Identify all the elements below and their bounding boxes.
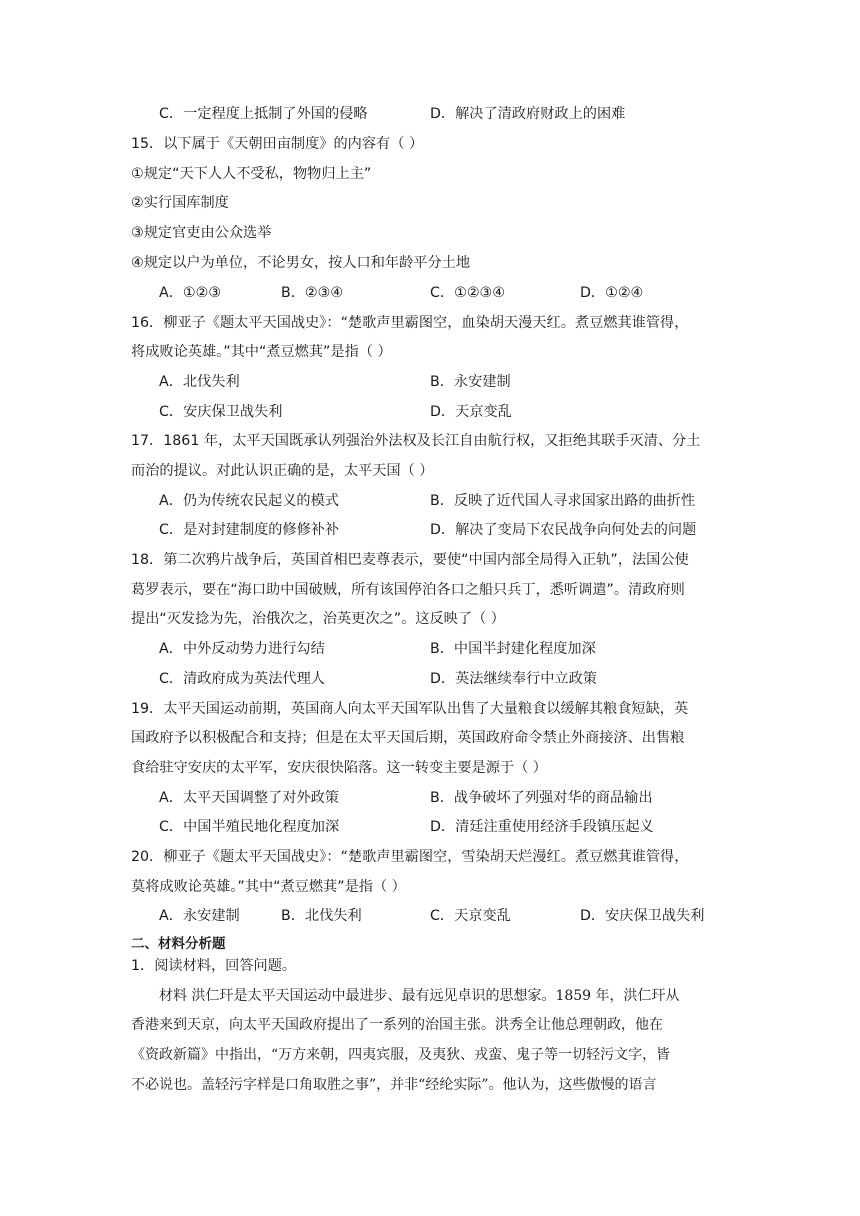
q15-item-1: ①规定“天下人人不受私，物物归上主” — [131, 166, 372, 182]
q17-option-b: B．反映了近代国人寻求国家出路的曲折性 — [430, 493, 696, 509]
option-c: C．一定程度上抵制了外国的侵略 — [159, 106, 368, 122]
question-18-line-1: 18．第二次鸦片战争后，英国首相巴麦尊表示，要使“中国内部全局得入正轨”，法国公使 — [131, 552, 689, 568]
question-20-line-2: 莫将成败论英雄。”其中“煮豆燃萁”是指（ ） — [131, 879, 406, 895]
q15-item-4: ④规定以户为单位，不论男女，按人口和年龄平分土地 — [131, 255, 471, 271]
q18-option-a: A．中外反动势力进行勾结 — [159, 641, 325, 657]
q16-option-b: B．永安建制 — [430, 374, 511, 390]
q20-option-d: D．安庆保卫战失利 — [580, 908, 705, 924]
q16-option-a: A．北伐失利 — [159, 374, 240, 390]
q15-option-d: D．①②④ — [580, 285, 644, 301]
question-15-stem: 15．以下属于《天朝田亩制度》的内容有（ ） — [131, 136, 424, 152]
question-16-line-1: 16．柳亚子《题太平天国战史》：“楚歌声里霸图空，血染胡天漫天红。煮豆燃萁谁管得， — [131, 315, 689, 331]
question-19-line-3: 食给驻守安庆的太平军，安庆很快陷落。这一转变主要是源于（ ） — [131, 760, 547, 776]
q19-option-b: B．战争破坏了列强对华的商品输出 — [430, 790, 653, 806]
material-line-1: 材料 洪仁玕是太平天国运动中最进步、最有远见卓识的思想家。1859 年，洪仁玕从 — [159, 988, 680, 1004]
q20-option-b: B．北伐失利 — [281, 908, 362, 924]
question-18-line-2: 葛罗表示，要在“海口助中国破贼，所有该国停泊各口之船只兵丁，悉听调遣”。清政府则 — [131, 582, 685, 598]
q20-option-c: C．天京变乱 — [430, 908, 511, 924]
q17-option-d: D．解决了变局下农民战争向何处去的问题 — [430, 522, 697, 538]
section-heading: 二、材料分析题 — [131, 936, 226, 952]
material-line-2: 香港来到天京，向太平天国政府提出了一系列的治国主张。洪秀全让他总理朝政，他在 — [131, 1017, 663, 1033]
option-d: D．解决了清政府财政上的困难 — [430, 106, 626, 122]
q16-option-d: D．天京变乱 — [430, 404, 512, 420]
question-18-line-3: 提出“灭发捻为先，治俄次之，治英更次之”。这反映了（ ） — [131, 611, 505, 627]
q15-option-c: C．①②③④ — [430, 285, 505, 301]
question-16-line-2: 将成败论英雄。”其中“煮豆燃萁”是指（ ） — [131, 344, 392, 360]
q17-option-a: A．仍为传统农民起义的模式 — [159, 493, 339, 509]
q18-option-b: B．中国半封建化程度加深 — [430, 641, 596, 657]
q19-option-a: A．太平天国调整了对外政策 — [159, 790, 339, 806]
q15-item-2: ②实行国库制度 — [131, 195, 229, 211]
question-20-line-1: 20．柳亚子《题太平天国战史》：“楚歌声里霸图空，雪染胡天烂漫红。煮豆燃萁谁管得， — [131, 849, 689, 865]
material-line-4: 不必说也。盖轻污字样是口角取胜之事”，并非“经纶实际”。他认为，这些傲慢的语言 — [131, 1077, 657, 1093]
q18-option-c: C．清政府成为英法代理人 — [159, 671, 325, 687]
material-line-3: 《资政新篇》中指出，“万方来朝，四夷宾服，及夷狄、戎蛮、鬼子等一切轻污文字，皆 — [131, 1047, 671, 1063]
question-19-line-1: 19．太平天国运动前期，英国商人向太平天国军队出售了大量粮食以缓解其粮食短缺，英 — [131, 701, 689, 717]
q16-option-c: C．安庆保卫战失利 — [159, 404, 283, 420]
question-17-line-1: 17．1861 年，太平天国既承认列强治外法权及长江自由航行权，又拒绝其联手灭清、分土 — [131, 433, 701, 449]
question-19-line-2: 国政府予以积极配合和支持；但是在太平天国后期，英国政府命令禁止外商接济、出售粮 — [131, 730, 685, 746]
q17-option-c: C．是对封建制度的修修补补 — [159, 522, 340, 538]
question-17-line-2: 而治的提议。对此认识正确的是，太平天国（ ） — [131, 463, 434, 479]
q20-option-a: A．永安建制 — [159, 908, 240, 924]
q15-item-3: ③规定官吏由公众选举 — [131, 225, 272, 241]
q19-option-d: D．清廷注重使用经济手段镇压起义 — [430, 819, 654, 835]
q19-option-c: C．中国半殖民地化程度加深 — [159, 819, 340, 835]
material-question-1: 1．阅读材料，回答问题。 — [131, 958, 297, 974]
q18-option-d: D．英法继续奉行中立政策 — [430, 671, 597, 687]
q15-option-b: B．②③④ — [281, 285, 344, 301]
q15-option-a: A．①②③ — [159, 285, 222, 301]
